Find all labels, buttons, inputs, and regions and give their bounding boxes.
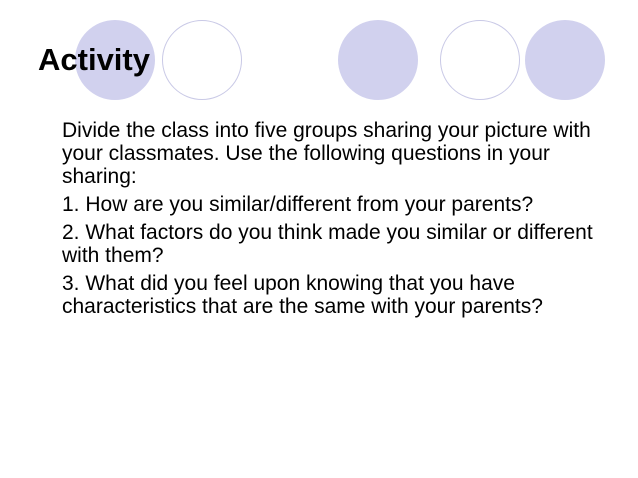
decorative-circle-2 — [162, 20, 242, 100]
body-paragraph-question-3: 3. What did you feel upon knowing that you have characteristics that are the same with your parents? — [62, 272, 543, 318]
decorative-circle-5 — [525, 20, 605, 100]
body-paragraph-question-1: 1. How are you similar/different from your parents? — [62, 193, 534, 216]
body-paragraph-instructions: Divide the class into five groups sharing your picture with your classmates. Use the following questions in your sharing: — [62, 119, 591, 188]
slide-body — [62, 119, 622, 323]
body-paragraph-question-2: 2. What factors do you think made you similar or different with them? — [62, 221, 593, 267]
slide-title: Activity — [38, 42, 150, 77]
decorative-circle-3 — [338, 20, 418, 100]
decorative-circle-4 — [440, 20, 520, 100]
